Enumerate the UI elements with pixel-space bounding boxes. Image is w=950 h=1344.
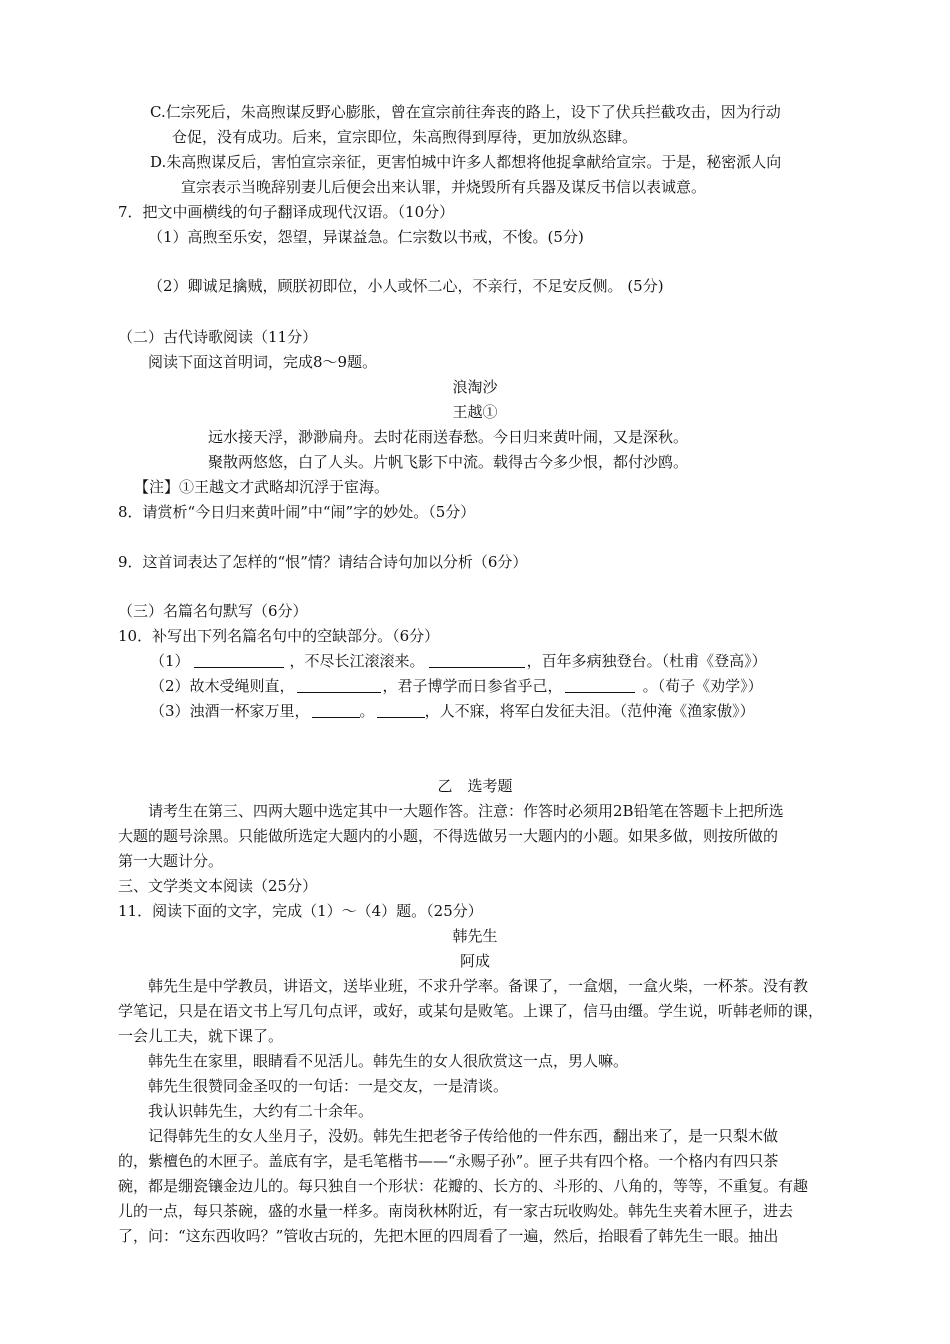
literature-section-heading: 三、文学类文本阅读（25分）: [118, 877, 318, 895]
recite-item-2-suffix: 。（荀子《劝学》）: [642, 677, 763, 695]
recite-item-1-mid: ，不尽长江滚滚来。: [289, 652, 425, 670]
answer-blank[interactable]: [312, 702, 360, 718]
recite-item-3-suffix: ，人不寐，将军白发征夫泪。（范仲淹《渔家傲》）: [424, 702, 755, 720]
poetry-intro: 阅读下面这首明词，完成8～9题。: [148, 353, 378, 371]
recite-item-1: [150, 651, 767, 671]
recite-item-3-mid: 。: [359, 702, 375, 720]
recite-section-heading: （三）名篇名句默写（6分）: [118, 602, 308, 620]
poem-note: 【注】①王越文才武略却沉浮于宦海。: [134, 478, 390, 496]
option-c-line-1: C.仁宗死后，朱高煦谋反野心膨胀，曾在宣宗前往奔丧的路上，设下了伏兵拦截攻击，因为行动: [150, 103, 781, 121]
story-line: 我认识韩先生，大约有二十余年。: [148, 1102, 374, 1120]
recite-item-2-mid: ，君子博学而日参省乎己，: [382, 677, 563, 695]
story-line: 一会儿工夫，就下课了。: [118, 1027, 284, 1045]
answer-blank[interactable]: [377, 702, 425, 718]
optional-instructions-line-2: 大题的题号涂黑。只能做所选定大题内的小题，不得选做另一大题内的小题。如果多做，则按所做的: [118, 827, 779, 845]
story-line: 儿的一点，每只茶碗，盛的水量一样多。南岗秋林附近，有一家古玩收购处。韩先生夹着木匣子，进去: [118, 1202, 794, 1220]
answer-blank[interactable]: [194, 652, 284, 668]
recite-item-3: [150, 701, 755, 721]
option-c-line-2: 仓促，没有成功。后来，宣宗即位，朱高煦得到厚待，更加放纵恣肆。: [172, 128, 638, 146]
question-7-stem: 7．把文中画横线的句子翻译成现代汉语。（10分）: [118, 203, 455, 221]
recite-item-1-suffix: ，百年多病独登台。（杜甫《登高》）: [526, 652, 767, 670]
poem-line-2: 聚散两悠悠，白了人头。片帆飞影下中流。载得古今多少恨，都付沙鸥。: [208, 453, 689, 471]
answer-blank[interactable]: [429, 652, 525, 668]
option-d-line-2: 宣宗表示当晚辞别妻儿后便会出来认罪，并烧毁所有兵器及谋反书信以表诚意。: [181, 178, 707, 196]
story-line: 记得韩先生的女人坐月子，没奶。韩先生把老爷子传给他的一件东西，翻出来了，是一只梨木做: [148, 1127, 779, 1145]
optional-instructions-line-3: 第一大题计分。: [118, 852, 224, 870]
question-7-sentence-2: （2）卿诚足擒贼，顾朕初即位，小人或怀二心，不亲行，不足安反侧。 (5分): [148, 277, 664, 295]
story-line: 韩先生是中学教员，讲语文，送毕业班，不求升学率。备课了，一盒烟，一盒火柴，一杯茶。没有教: [148, 977, 809, 995]
answer-blank[interactable]: [565, 677, 635, 693]
story-line: 了，问：“这东西收吗？”管收古玩的，先把木匣的四周看了一遍，然后，抬眼看了韩先生一眼。抽出: [118, 1227, 779, 1245]
option-d-line-1: D.朱高煦谋反后，害怕宣宗亲征，更害怕城中许多人都想将他捉拿献给宣宗。于是，秘密派人向: [150, 153, 782, 171]
recite-item-2: [150, 676, 763, 696]
poem-line-1: 远水接天浮，渺渺扁舟。去时花雨送春愁。今日归来黄叶闹，又是深秋。: [208, 428, 689, 446]
story-line: 韩先生在家里，眼睛看不见活儿。韩先生的女人很欣赏这一点，男人嘛。: [148, 1052, 629, 1070]
recite-item-2-prefix: （2）故木受绳则直，: [150, 677, 295, 695]
answer-blank[interactable]: [297, 677, 381, 693]
story-line: 的，紫檀色的木匣子。盖底有字，是毛笔楷书——“永赐子孙”。匣子共有四个格。一个格内有四只茶: [118, 1152, 779, 1170]
recite-item-3-prefix: （3）浊酒一杯家万里，: [150, 702, 310, 720]
optional-instructions-line-1: 请考生在第三、四两大题中选定其中一大题作答。注意：作答时必须用2B铅笔在答题卡上把所选: [148, 802, 784, 820]
story-title: 韩先生: [452, 927, 498, 945]
optional-section-heading: 乙 选考题: [437, 777, 513, 795]
question-8: 8．请赏析“今日归来黄叶闹”中“闹”字的妙处。（5分）: [118, 503, 476, 521]
poem-title: 浪淘沙: [452, 378, 498, 396]
question-7-sentence-1: （1）高煦至乐安，怨望，异谋益急。仁宗数以书戒，不悛。(5分): [148, 228, 584, 246]
recite-item-1-prefix: （1）: [150, 652, 190, 670]
story-author: 阿成: [459, 952, 490, 970]
story-line: 碗，都是绷瓷镶金边儿的。每只独自一个形状：花瓣的、长方的、斗形的、八角的，等等，不重复。有趣: [118, 1177, 809, 1195]
poetry-section-heading: （二）古代诗歌阅读（11分）: [118, 328, 318, 346]
question-11-stem: 11．阅读下面的文字，完成（1）～（4）题。（25分）: [118, 902, 483, 920]
story-line: 韩先生很赞同金圣叹的一句话：一是交友，一是清谈。: [148, 1077, 509, 1095]
question-9: 9．这首词表达了怎样的“恨”情？请结合诗句加以分析（6分）: [118, 553, 528, 571]
story-line: 学笔记，只是在语文书上写几句点评，或好，或某句是败笔。上课了，信马由缰。学生说，听韩老师的课，: [118, 1002, 824, 1020]
question-10-stem: 10．补写出下列名篇名句中的空缺部分。（6分）: [118, 627, 440, 645]
poem-author: 王越①: [452, 403, 498, 421]
